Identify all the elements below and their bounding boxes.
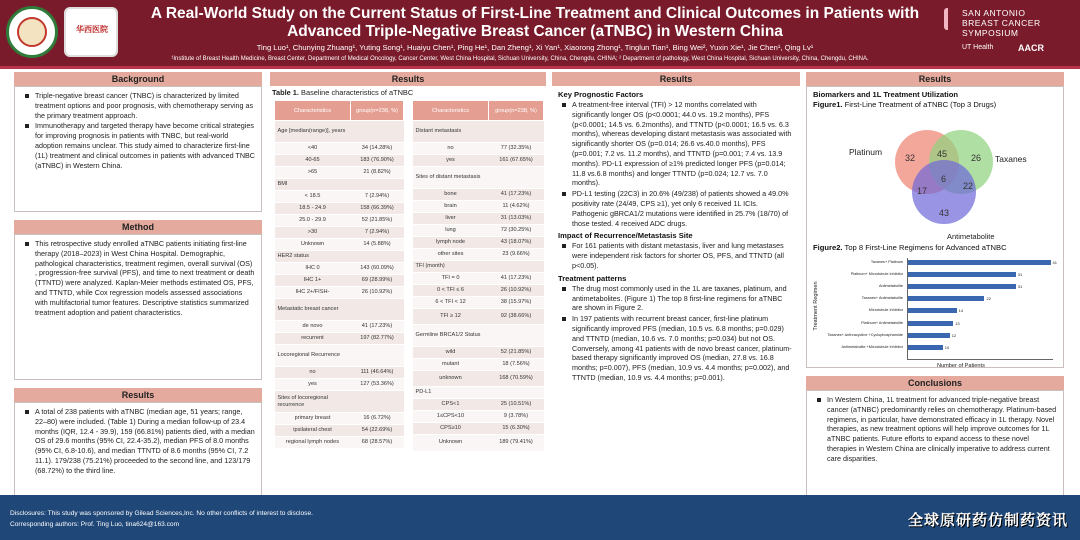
- table-row: [275, 321, 404, 333]
- row-label: <40: [275, 143, 351, 155]
- row-label: Sites of distant metastasis: [413, 167, 489, 189]
- table-row: [413, 121, 544, 143]
- table-row: [413, 387, 544, 399]
- row-value: 38 (15.97%): [489, 297, 544, 309]
- row-label: CPS≥10: [413, 423, 489, 435]
- university-seal: [17, 17, 47, 47]
- poster-footer: [0, 495, 1080, 540]
- baseline-table-right: [412, 100, 544, 451]
- row-label: yes: [275, 379, 351, 391]
- col-header-group: group(n=238, %): [489, 101, 544, 121]
- baseline-table-left: [274, 100, 404, 448]
- affiliations: ¹Institute of Breast Health Medicine, Breast Center, Department of Medical Oncology, Cancer Center, West China Hospital, Sichuan University, China, Chengdu, CHINA; ² Department of pathology, West China Hospital, Sichuan University, China, Chengdu, CHINA.: [171, 56, 869, 62]
- bar: [908, 308, 957, 313]
- table-section-heading: Results: [270, 72, 546, 86]
- row-label: lymph node: [413, 237, 489, 249]
- bar-category-label: Microtubule Inhibitor: [868, 308, 903, 313]
- bar-category-label: Platinum+ Antimetabolite: [861, 320, 903, 325]
- col-header-group: group(n=238, %): [351, 101, 404, 121]
- row-label: 25.0 - 29.9: [275, 215, 351, 227]
- y-axis-label: Treatment Regimen: [813, 281, 819, 331]
- row-label: >30: [275, 227, 351, 239]
- background-section: [14, 86, 262, 212]
- row-value: 34 (14.28%): [351, 143, 404, 155]
- bar: [908, 284, 1016, 289]
- table-row: [413, 347, 544, 359]
- conclusions-list: [807, 391, 1063, 467]
- ribbon-icon: [944, 8, 958, 30]
- table-row: [413, 285, 544, 297]
- row-value: 18 (7.56%): [489, 359, 544, 371]
- x-axis-label: Number of Patients: [937, 363, 985, 368]
- column-table: [270, 72, 546, 492]
- figure1-label: Figure1.: [813, 100, 843, 109]
- row-value: 168 (70.59%): [489, 371, 544, 387]
- row-label: Unknown: [275, 239, 351, 251]
- row-label: IHC 2+/FISH-: [275, 287, 351, 299]
- table-row: [413, 273, 544, 285]
- title-line-2: Advanced Triple-Negative Breast Cancer (aTNBC) in Western China: [287, 23, 783, 40]
- row-label: < 18.5: [275, 191, 351, 203]
- table-row: [413, 249, 544, 261]
- row-value: 7 (2.94%): [351, 191, 404, 203]
- disclosure-text: Disclosures: This study was sponsored by Gilead Sciences,Inc. No other conflicts of interest to disclose.: [10, 510, 313, 517]
- bar-value-label: 12: [951, 332, 957, 338]
- row-label: lung: [413, 225, 489, 237]
- row-label: recurrent: [275, 333, 351, 345]
- row-value: 161 (67.65%): [489, 155, 544, 167]
- row-label: mutant: [413, 359, 489, 371]
- row-value: 25 (10.51%): [489, 399, 544, 411]
- row-label: IHC 0: [275, 263, 351, 275]
- background-list: [15, 87, 261, 173]
- bullet-item: Immunotherapy and targeted therapy have become critical strategies for improving prognosis in patients with TNBC, but real-world adoption remains unclear. This study aimed to characterize first-line (1L) treatment and clinical outcomes in patients with advanced TNBC (aTNBC) in Western China.: [21, 121, 255, 170]
- row-value: 111 (46.64%): [351, 367, 404, 379]
- row-value: 69 (28.99%): [351, 275, 404, 287]
- row-value: 127 (53.36%): [351, 379, 404, 391]
- ut-health-logo: UT Health: [962, 44, 994, 51]
- row-value: 15 (6.30%): [489, 423, 544, 435]
- table-row: [275, 251, 404, 263]
- venn-count-all-three: 6: [941, 174, 947, 184]
- table-row: [413, 201, 544, 213]
- tp-list: [552, 283, 800, 386]
- results-mid-section: [552, 86, 800, 486]
- column-right: [806, 72, 1064, 498]
- recur-heading: Impact of Recurrence/Metastasis Site: [558, 231, 693, 241]
- bullet-item: In Western China, 1L treatment for advanced triple-negative breast cancer (aTNBC) predominantly relies on chemotherapy. Platinum-based regimens, in particular, have demonstrated efficacy in 1L therapy. Novel therapies, as new treatment options will help improve outcomes for 1L aTNBC patients. Future efforts to expand access to these novel therapies in Western China are clinically imperative to address current care disparities.: [813, 395, 1057, 464]
- row-label: PD-L1: [413, 387, 489, 399]
- row-value: [489, 121, 544, 143]
- row-label: other sites: [413, 249, 489, 261]
- table-row: [275, 263, 404, 275]
- venn-count-antimetabolite-only: 43: [939, 208, 950, 218]
- bullet-item: The drug most commonly used in the 1L are taxanes, platinum, and antimetabolites. (Figure 1) The top 8 first-line regimens for aTNBC are shown in Figure 2.: [558, 284, 794, 313]
- venn-count-platinum-only: 32: [905, 153, 916, 163]
- column-left: [14, 72, 262, 502]
- table-row: [275, 299, 404, 321]
- figure2-title: Top 8 First-Line Regimens for Advanced aTNBC: [842, 243, 1007, 252]
- bullet-item: A treatment-free interval (TFI) > 12 months correlated with significantly longer OS (p<0.0001; 44.0 vs. 19.2 months), PFS (p<0.0001; 14.5 vs. 6.2months), and TTNTD (p<0.0001; 16.5 vs. 6.3 months), whereas developing distant metastasis was associated with significantly shorter OS (p=0.014; 26.6 vs.40.0 months), PFS (p=0.001; 7.2 vs. 11.2 months), and TTNTD (p=0.001; 7.4 vs. 13.9 months). PD-L1 expression of ≥1% predicted longer PFS (p=0.014; 11.8 vs.6.8 months) and longer TTNTD (p=0.024; 12.7 vs. 7.0 months).: [558, 100, 794, 188]
- results-right-section: [806, 86, 1064, 368]
- row-label: >65: [275, 167, 351, 179]
- method-heading: Method: [14, 220, 262, 234]
- conference-name: [962, 8, 1041, 38]
- table-row: [275, 345, 404, 367]
- bullet-item: For 161 patients with distant metastasis, liver and lung metastases were independent risk factors for shorter OS, PFS, and TTNTD (all p<0.05).: [558, 241, 794, 270]
- bar-category-label: Taxanes+ Antimetabolite: [861, 296, 903, 301]
- row-label: regional lymph nodes: [275, 437, 351, 449]
- title-line-1: A Real-World Study on the Current Status of First-Line Treatment and Clinical Outcomes in Patients with: [150, 5, 920, 22]
- row-value: 77 (32.35%): [489, 143, 544, 155]
- bar: [908, 260, 1051, 265]
- kpf-heading: Key Prognostic Factors: [558, 90, 644, 99]
- figure1-title: First-Line Treatment of aTNBC (Top 3 Drugs): [842, 100, 997, 109]
- row-label: Unknown: [413, 435, 489, 451]
- row-label: brain: [413, 201, 489, 213]
- bar-category-label: Taxanes+ Anthracycline +Cyclophosphamide: [827, 332, 903, 337]
- figure2-label: Figure2.: [813, 243, 843, 252]
- row-value: 31 (13.03%): [489, 213, 544, 225]
- table-row: [275, 413, 404, 425]
- row-value: 54 (22.69%): [351, 425, 404, 437]
- table-row: [413, 423, 544, 435]
- conference-line-3: SYMPOSIUM: [962, 28, 1019, 38]
- row-value: [351, 299, 404, 321]
- table-row: [275, 179, 404, 191]
- bar: [908, 296, 984, 301]
- table-row: [413, 143, 544, 155]
- row-value: 41 (17.23%): [489, 273, 544, 285]
- row-value: 26 (10.92%): [489, 285, 544, 297]
- row-label: Age [median(range)], years: [275, 121, 351, 143]
- conference-line-1: SAN ANTONIO: [962, 8, 1026, 18]
- table-row: [275, 227, 404, 239]
- authors: Ting Luo¹, Chunying Zhuang¹, Yuting Song¹, Huaiyu Chen¹, Ping He¹, Dan Zheng¹, Xi Yan¹, Xiaorong Zhong¹, Tinglun Tian¹, Bing Wei², Yuxin Xie¹, Jie Chen¹, Qing Lv¹: [256, 43, 814, 52]
- bar-value-label: 31: [1017, 272, 1023, 278]
- row-label: liver: [413, 213, 489, 225]
- row-value: 16 (6.72%): [351, 413, 404, 425]
- table-row: [413, 155, 544, 167]
- table-row: [275, 367, 404, 379]
- results-left-list: [15, 403, 261, 479]
- venn-count-platinum-taxanes: 45: [937, 149, 948, 159]
- table-row: [275, 379, 404, 391]
- row-label: TFI = 0: [413, 273, 489, 285]
- table-caption-label: Table 1.: [272, 88, 299, 97]
- conference-logo: [944, 6, 1074, 62]
- tp-heading: Treatment patterns: [558, 273, 627, 283]
- row-value: [351, 121, 404, 143]
- row-label: yes: [413, 155, 489, 167]
- row-label: primary breast: [275, 413, 351, 425]
- row-label: HER2 status: [275, 251, 351, 263]
- row-value: 9 (3.78%): [489, 411, 544, 423]
- row-value: 41 (17.23%): [351, 321, 404, 333]
- table-row: [413, 325, 544, 347]
- x-axis-line: [907, 359, 1053, 360]
- venn-count-taxanes-antimetabolite: 22: [963, 181, 974, 191]
- table-caption: [270, 86, 546, 99]
- row-value: 68 (28.57%): [351, 437, 404, 449]
- table-row: [275, 167, 404, 179]
- row-label: no: [275, 367, 351, 379]
- row-label: Distant metastasis: [413, 121, 489, 143]
- bullet-item: PD-L1 testing (22C3) in 20.6% (49/238) of patients showed a 49.0% positivity rate (24/49, CPS ≥1), yet only 6 received 1L ICIs. Pathogenic gBRCA1/2 mutations were identified in 25.7% (18/70) of those tested. 4 received ADC drugs.: [558, 189, 794, 228]
- bar-value-label: 41: [1052, 260, 1057, 265]
- table-row: [275, 391, 404, 413]
- table-row: [275, 155, 404, 167]
- row-label: Sites of locoregional recurrence: [275, 391, 351, 413]
- bar-value-label: 22: [986, 296, 991, 302]
- figure2-caption: [813, 243, 1007, 252]
- row-value: 52 (21.85%): [351, 215, 404, 227]
- row-label: de novo: [275, 321, 351, 333]
- table-row: [275, 215, 404, 227]
- table-caption-text: Baseline characteristics of aTNBC: [298, 88, 414, 97]
- row-value: [489, 167, 544, 189]
- row-label: ipsilateral chest: [275, 425, 351, 437]
- university-logo: [6, 6, 58, 58]
- table-row: [413, 435, 544, 451]
- row-value: 7 (2.94%): [351, 227, 404, 239]
- table-row: [413, 309, 544, 325]
- venn-count-platinum-antimetabolite: 17: [917, 186, 928, 196]
- table-row: [413, 213, 544, 225]
- row-value: [489, 261, 544, 273]
- column-middle: [552, 72, 800, 486]
- table-row: [413, 371, 544, 387]
- method-list: [15, 235, 261, 320]
- row-label: wild: [413, 347, 489, 359]
- hospital-logo-text: 华西医院: [76, 25, 108, 34]
- bar: [908, 272, 1016, 277]
- results-right-heading: Results: [806, 72, 1064, 86]
- conference-line-2: BREAST CANCER: [962, 18, 1041, 28]
- bar-value-label: 14: [958, 308, 964, 314]
- table-row: [413, 297, 544, 309]
- row-value: [489, 325, 544, 347]
- table-row: [413, 189, 544, 201]
- col-header-characteristics: Characteristics: [275, 101, 351, 121]
- row-value: [351, 345, 404, 367]
- row-label: BMI: [275, 179, 351, 191]
- row-value: 158 (66.39%): [351, 203, 404, 215]
- table-row: [413, 237, 544, 249]
- background-heading: Background: [14, 72, 262, 86]
- row-value: 92 (38.66%): [489, 309, 544, 325]
- table-row: [413, 225, 544, 237]
- row-label: bone: [413, 189, 489, 201]
- row-value: 183 (76.90%): [351, 155, 404, 167]
- table-row: [275, 191, 404, 203]
- venn-count-taxanes-only: 26: [971, 153, 982, 163]
- bar: [908, 333, 950, 338]
- table-row: [413, 261, 544, 273]
- row-label: 40-65: [275, 155, 351, 167]
- row-value: 72 (30.25%): [489, 225, 544, 237]
- header-divider: [0, 66, 1080, 69]
- row-value: 43 (18.07%): [489, 237, 544, 249]
- row-label: 6 < TFI < 12: [413, 297, 489, 309]
- venn-label-taxanes: Taxanes: [995, 154, 1027, 164]
- row-value: 189 (79.41%): [489, 435, 544, 451]
- table-row: [275, 287, 404, 299]
- row-label: Metastatic breast cancer: [275, 299, 351, 321]
- y-axis-label-wrap: [811, 265, 821, 351]
- row-value: [351, 179, 404, 191]
- table-row: [275, 437, 404, 449]
- row-label: IHC 1+: [275, 275, 351, 287]
- table-row: [413, 411, 544, 423]
- row-value: 41 (17.23%): [489, 189, 544, 201]
- row-label: Locoregional Recurrence: [275, 345, 351, 367]
- results-left-heading: Results: [14, 388, 262, 402]
- row-value: 26 (10.92%): [351, 287, 404, 299]
- venn-label-platinum: Platinum: [849, 147, 883, 157]
- row-value: 21 (8.82%): [351, 167, 404, 179]
- row-label: unknown: [413, 371, 489, 387]
- row-value: [489, 387, 544, 399]
- row-value: 197 (82.77%): [351, 333, 404, 345]
- bar-category-label: Platinum+ Microtubule Inhibitor: [850, 272, 903, 277]
- row-label: Germline BRCA1/2 Status: [413, 325, 489, 347]
- row-label: 1≤CPS<10: [413, 411, 489, 423]
- bullet-item: A total of 238 patients with aTNBC (median age, 51 years; range, 22–80) were included. (Table 1) During a median follow-up of 23.4 months (IQR, 12.4 - 39.9), 159 (66.81%) patients died, with a median OS of 29.6 months (95% CI, 22.4-35.2), median PFS of 8.0 months (95% CI, 6.8-10.6), and median TTNTD of 8.6 months (95% CI, 7.2 11.1). 179/238 (75.21%) proceeded to the second line, and 123/179 (68.72%) to the third line.: [21, 407, 255, 476]
- table-row: [275, 121, 404, 143]
- bar-category-label: Antimetabolite: [878, 284, 903, 289]
- row-value: [351, 251, 404, 263]
- biomarkers-heading: Biomarkers and 1L Treatment Utilization: [813, 90, 959, 99]
- bar-value-label: 13: [955, 320, 960, 326]
- table-row: [275, 143, 404, 155]
- figure1-caption: [807, 99, 1063, 110]
- row-value: 11 (4.62%): [489, 201, 544, 213]
- row-value: [351, 391, 404, 413]
- table-row: [275, 333, 404, 345]
- bullet-item: This retrospective study enrolled aTNBC patients initiating first-line therapy (2018–2023) in West China Hospital. Demographic, pathological characteristics, treatment regimen, overall survival (OS) , progression-free survival (PFS), and time to next treatment or death (TTNTD) were analyzed. Kaplan-Meier methods estimated OS, PFS, and TTNTD, while Cox regression models assessed associations with multifactorial tumor features. Descriptive statistics summarized treatment adoption and patient characteristics.: [21, 239, 255, 317]
- row-label: 0 < TFI ≤ 6: [413, 285, 489, 297]
- table-row: [413, 399, 544, 411]
- results-mid-heading: Results: [552, 72, 800, 86]
- row-label: no: [413, 143, 489, 155]
- bar-value-label: 31: [1017, 284, 1023, 290]
- hospital-logo: [64, 7, 118, 57]
- row-label: 18.5 - 24.9: [275, 203, 351, 215]
- conclusions-heading: Conclusions: [806, 376, 1064, 390]
- bar: [908, 321, 953, 326]
- row-value: 143 (60.09%): [351, 263, 404, 275]
- results-left-section: [14, 402, 262, 502]
- aacr-logo: AACR: [1018, 43, 1044, 53]
- row-label: CPS<1: [413, 399, 489, 411]
- bullet-item: In 197 patients with recurrent breast cancer, first-line platinum significantly improved PFS (median, 10.5 vs. 6.8 months; p=0.029) and TTNTD (median, 10.6 vs. 7.0 months; p=0.034) but not OS. Conversely, among 41 patients with de novo breast cancer, platinum-based therapy significantly improved OS (median, 27.8 vs. 16.8 months; p=0.007), PFS (median, 10.9 vs. 4.4 months; p=0.002), and TTNTD (median, 10.9 vs. 4.4 months; p=0.001).: [558, 314, 794, 383]
- bar-chart: [807, 255, 1064, 368]
- venn-label-antimetabolite: Antimetabolite: [947, 232, 995, 241]
- table-row: [275, 203, 404, 215]
- poster-title: [126, 5, 944, 41]
- watermark: 全球原研药仿制药资讯: [907, 512, 1068, 529]
- row-value: 52 (21.85%): [489, 347, 544, 359]
- conclusions-section: [806, 390, 1064, 498]
- venn-diagram: [837, 127, 1037, 245]
- bar-value-label: 10: [944, 344, 950, 350]
- bar: [908, 345, 943, 350]
- table-row: [413, 167, 544, 189]
- bar-category-label: Antimetabolite +Microtubule Inhibitor: [841, 344, 903, 349]
- table-row: [275, 239, 404, 251]
- corresponding-author: Corresponding authors: Prof. Ting Luo, tina624@163.com: [10, 521, 180, 528]
- col-header-characteristics: Characteristics: [413, 101, 489, 121]
- bar-category-label: Taxanes+ Platinum: [870, 260, 903, 264]
- bullet-item: Triple-negative breast cancer (TNBC) is characterized by limited treatment options and poor prognosis, with chemotherapy serving as the primary treatment approach.: [21, 91, 255, 120]
- table-row: [275, 275, 404, 287]
- method-section: [14, 234, 262, 380]
- row-value: 23 (9.66%): [489, 249, 544, 261]
- table-row: [275, 425, 404, 437]
- row-value: 14 (5.88%): [351, 239, 404, 251]
- kpf-list: [552, 99, 800, 231]
- row-label: TFI (month): [413, 261, 489, 273]
- row-label: TFI ≥ 12: [413, 309, 489, 325]
- table-row: [413, 359, 544, 371]
- recur-list: [552, 240, 800, 273]
